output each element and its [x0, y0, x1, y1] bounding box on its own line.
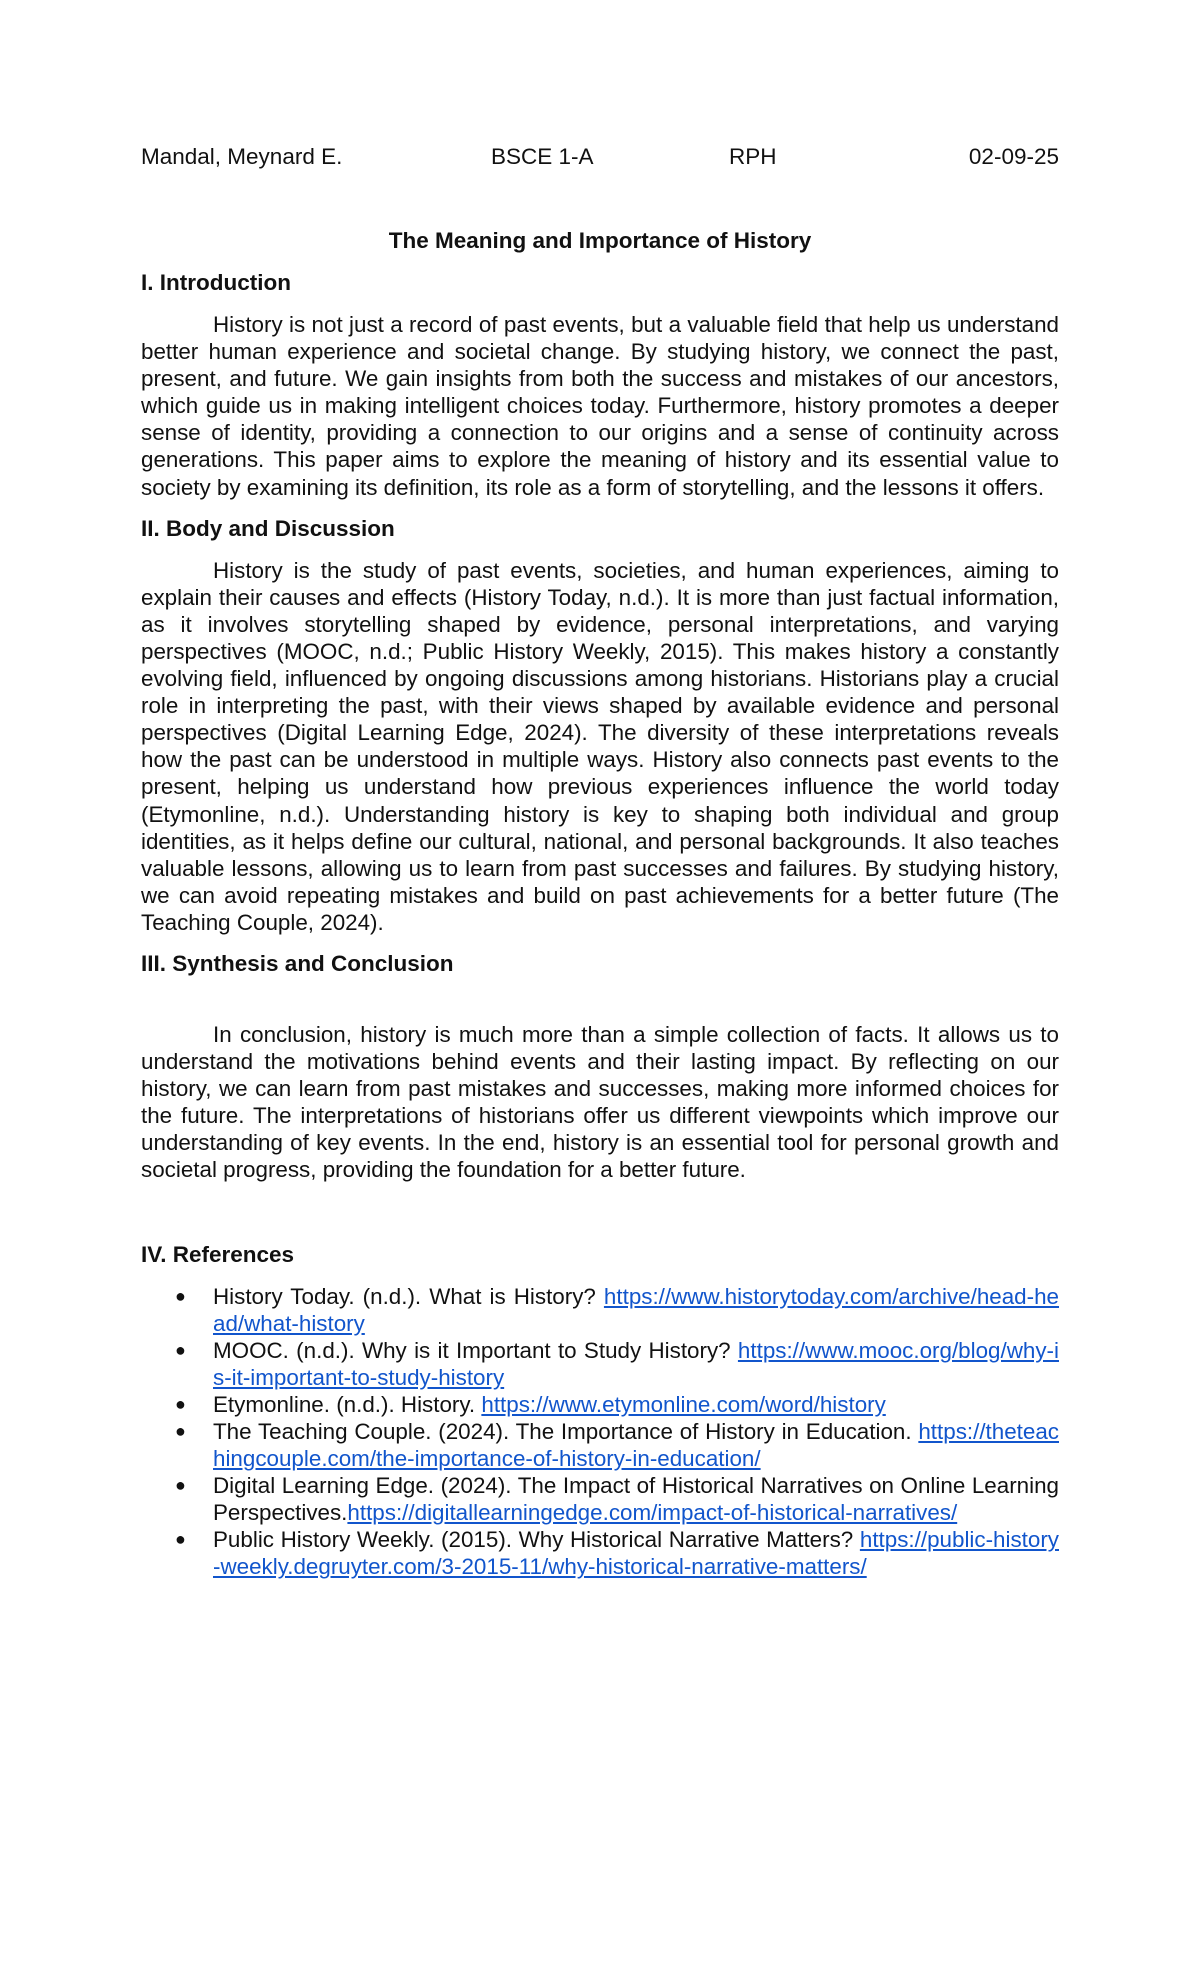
course-section: BSCE 1-A: [491, 144, 594, 169]
reference-item: [141, 1337, 1059, 1391]
reference-link[interactable]: https://theteachingcouple.com/the-importance-of-history-in-education/: [213, 1419, 1059, 1472]
introduction-paragraph: History is not just a record of past events, but a valuable field that help us understand better human experience and societal change. By studying history, we connect the past, present, and future. We gain insights from both the success and mistakes of our ancestors, which guide us in making intelligent choices today. Furthermore, history promotes a deeper sense of identity, providing a connection to our origins and a sense of continuity across generations. This paper aims to explore the meaning of history and its essential value to society by examining its definition, its role as a form of storytelling, and the lessons it offers.: [141, 312, 1059, 500]
reference-item: [141, 1418, 1059, 1472]
references-heading: IV. References: [141, 1241, 295, 1267]
document-header: [141, 144, 1059, 176]
reference-text: The Teaching Couple. (2024). The Importance of History in Education.: [213, 1419, 912, 1444]
document-date: 02-09-25: [968, 144, 1059, 169]
reference-text: Etymonline. (n.d.). History.: [213, 1391, 476, 1417]
reference-item: [141, 1283, 1059, 1337]
reference-text: Digital Learning Edge. (2024). The Impact of Historical Narratives on Online Learning Perspectives.: [213, 1473, 1059, 1526]
reference-item: [141, 1526, 1059, 1580]
references-list: [141, 1283, 1059, 1581]
bullet-icon: ●: [175, 1529, 186, 1550]
body-discussion-paragraph: History is the study of past events, societies, and human experiences, aiming to explain their causes and effects (History Today, n.d.). It is more than just factual information, as it involves storytelling shaped by evidence, personal interpretations, and varying perspectives (MOOC, n.d.; Public History Weekly, 2015). This makes history a constantly evolving field, influenced by ongoing discussions among historians. Historians play a crucial role in interpreting the past, with their views shaped by available evidence and personal perspectives (Digital Learning Edge, 2024). The diversity of these interpretations reveals how the past can be understood in multiple ways. History also connects past events to the present, helping us understand how previous experiences influence the world today (Etymonline, n.d.). Understanding history is key to shaping both individual and group identities, as it helps define our cultural, national, and personal backgrounds. It also teaches valuable lessons, allowing us to learn from past successes and failures. By studying history, we can avoid repeating mistakes and build on past achievements for a better future (The Teaching Couple, 2024).: [141, 557, 1059, 935]
synthesis-conclusion-heading: III. Synthesis and Conclusion: [141, 950, 454, 976]
synthesis-conclusion-paragraph: In conclusion, history is much more than a simple collection of facts. It allows us to understand the motivations behind events and their lasting impact. By reflecting on our history, we can learn from past mistakes and successes, making more informed choices for the future. The interpretations of historians offer us different viewpoints which improve our understanding of key events. In the end, history is an essential tool for personal growth and societal progress, providing the foundation for a better future.: [141, 1021, 1059, 1183]
bullet-icon: ●: [175, 1421, 186, 1441]
reference-text: History Today. (n.d.). What is History?: [213, 1283, 596, 1309]
reference-link[interactable]: https://public-history-weekly.degruyter.com/3-2015-11/why-historical-narrative-matters/: [213, 1527, 1059, 1580]
introduction-heading: I. Introduction: [141, 270, 291, 295]
bullet-icon: ●: [175, 1339, 186, 1360]
reference-link[interactable]: https://www.mooc.org/blog/why-is-it-important-to-study-history: [213, 1337, 1059, 1390]
reference-link[interactable]: https://digitallearningedge.com/impact-of-historical-narratives/: [347, 1500, 958, 1526]
bullet-icon: ●: [175, 1475, 186, 1496]
reference-link[interactable]: https://www.etymonline.com/word/history: [481, 1391, 886, 1417]
reference-item: [141, 1391, 1059, 1418]
subject-code: RPH: [729, 144, 777, 169]
document-title: The Meaning and Importance of History: [388, 228, 812, 253]
body-discussion-heading: II. Body and Discussion: [141, 515, 395, 541]
bullet-icon: ●: [175, 1285, 186, 1306]
reference-link[interactable]: https://www.historytoday.com/archive/head-head/what-history: [213, 1283, 1059, 1336]
bullet-icon: ●: [175, 1393, 186, 1414]
reference-text: MOOC. (n.d.). Why is it Important to Study History?: [213, 1337, 731, 1363]
reference-item: [141, 1472, 1059, 1526]
student-name: Mandal, Meynard E.: [141, 144, 343, 169]
reference-text: Public History Weekly. (2015). Why Historical Narrative Matters?: [213, 1527, 854, 1553]
